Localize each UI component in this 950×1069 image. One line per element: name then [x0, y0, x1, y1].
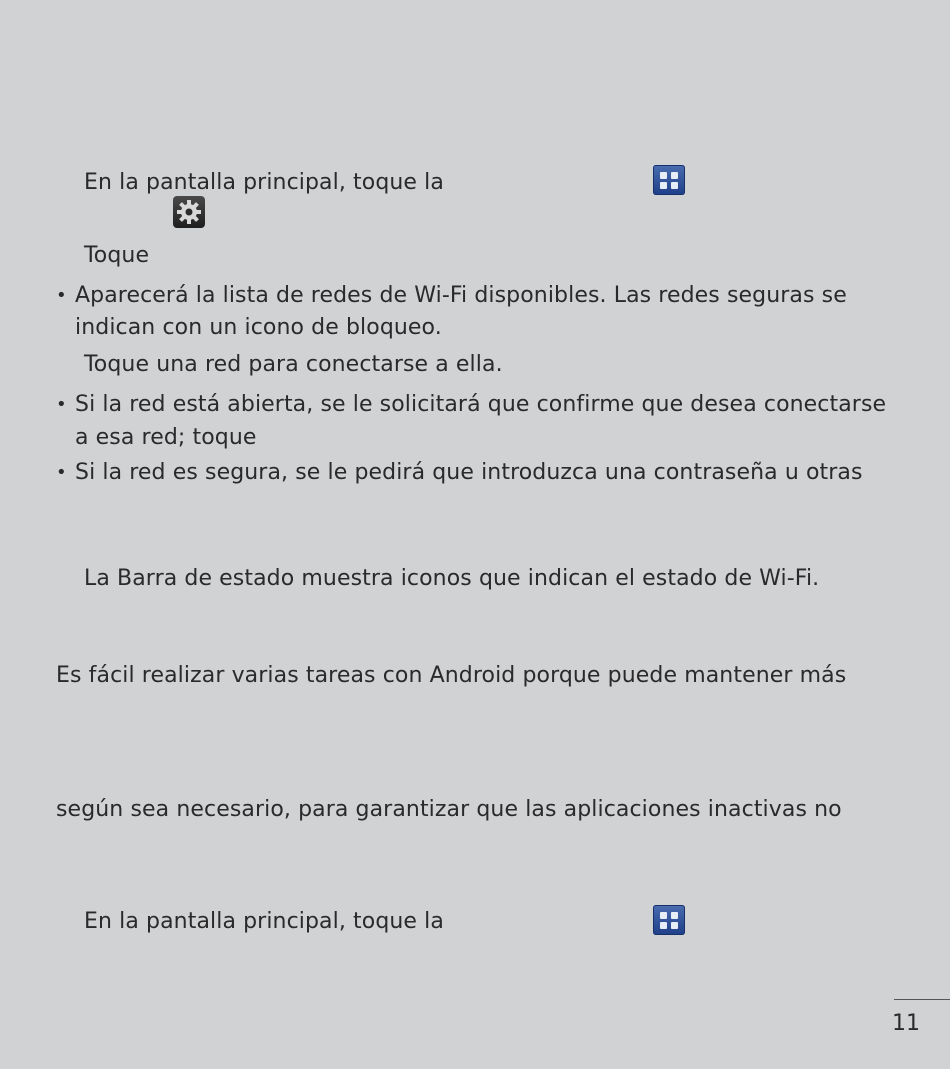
bullet-marker: • [56, 394, 67, 415]
step-4-text: La Barra de estado muestra iconos que indican el estado de Wi-Fi. [84, 566, 820, 591]
bullet-b-line-1: Si la red está abierta, se le solicitará que confirme que desea conectarse [75, 392, 887, 417]
step-3-text: Toque una red para conectarse a ella. [84, 352, 503, 377]
apps-grid-icon [653, 165, 685, 195]
paragraph-1-text: Es fácil realizar varias tareas con Android porque puede mantener más [56, 663, 847, 688]
footer-rule [894, 999, 950, 1000]
step-2-text: Toque [84, 243, 150, 268]
apps-grid-icon [653, 905, 685, 935]
bullet-a-line-2: indican con un icono de bloqueo. [75, 315, 442, 340]
page-number: 11 [892, 1011, 920, 1036]
step-5-text: En la pantalla principal, toque la [84, 909, 444, 934]
bullet-a-line-1: Aparecerá la lista de redes de Wi-Fi disponibles. Las redes seguras se [75, 283, 847, 308]
bullet-marker: • [56, 462, 67, 483]
step-1-text: En la pantalla principal, toque la [84, 170, 444, 195]
bullet-b-line-2: a esa red; toque [75, 425, 257, 450]
paragraph-2-text: según sea necesario, para garantizar que las aplicaciones inactivas no [56, 797, 842, 822]
settings-gear-icon [173, 196, 205, 228]
bullet-c-line-1: Si la red es segura, se le pedirá que introduzca una contraseña u otras [75, 460, 863, 485]
bullet-marker: • [56, 285, 67, 306]
